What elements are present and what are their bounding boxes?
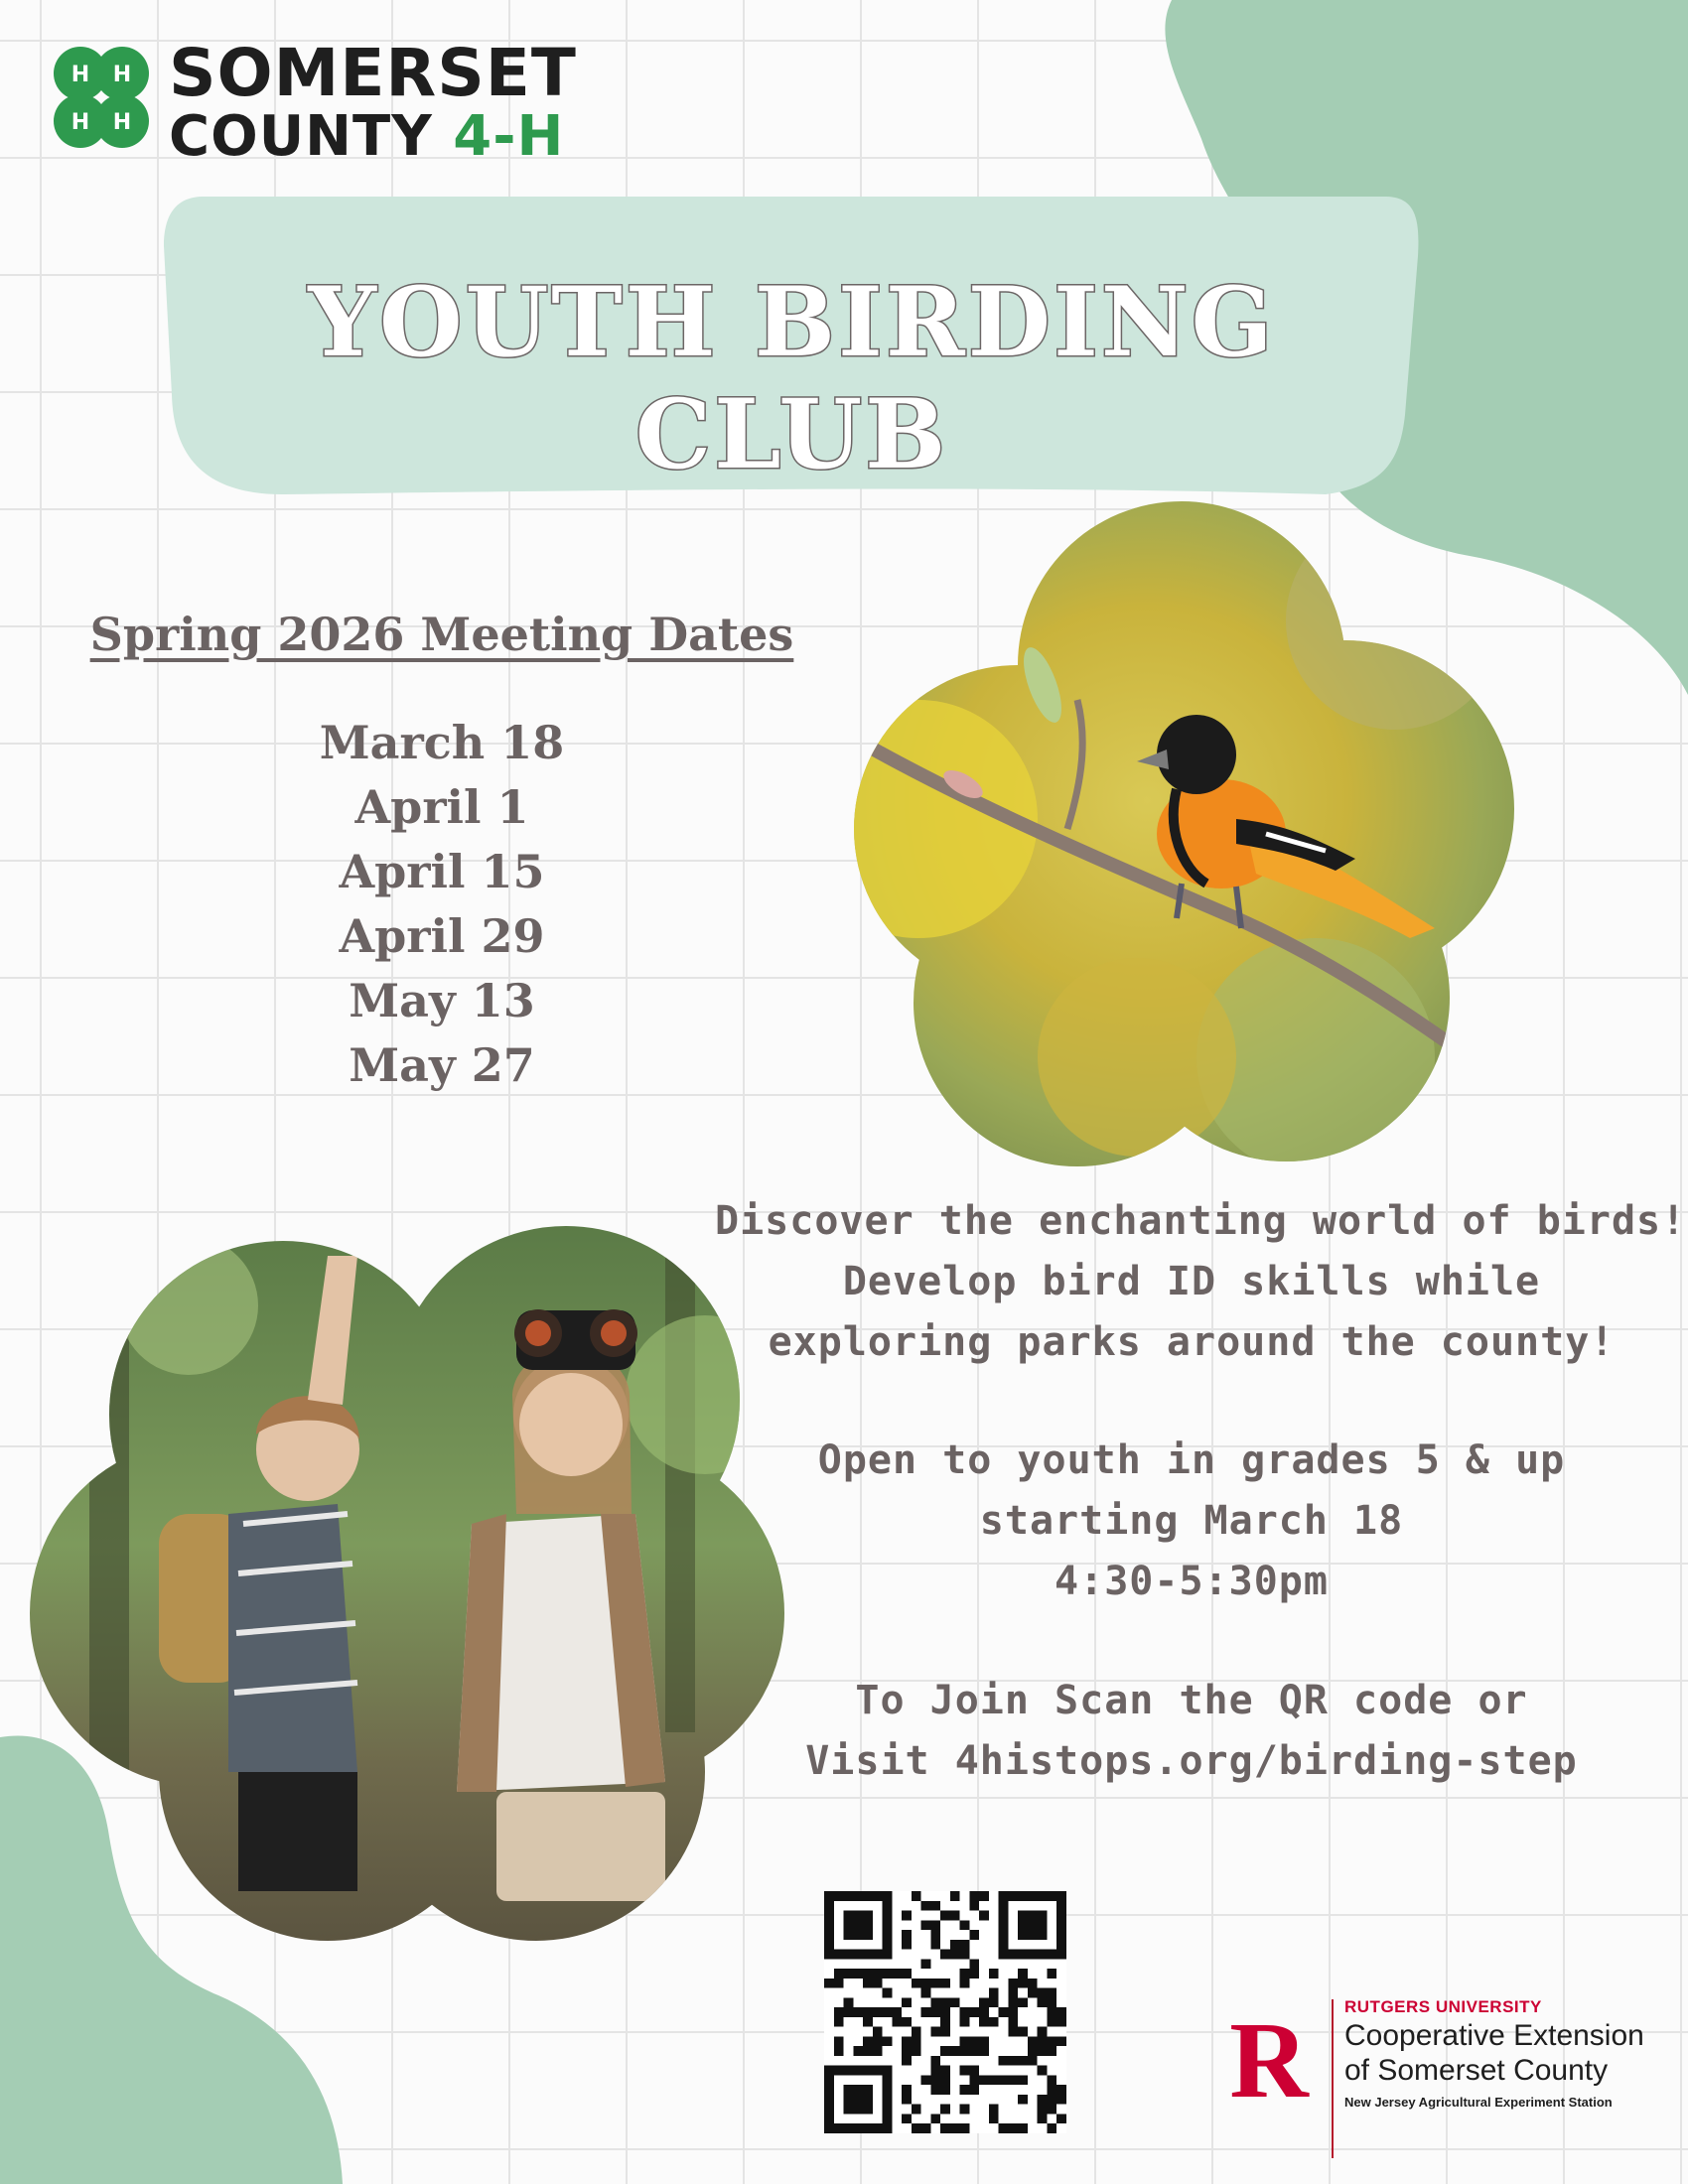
logo-line-1: SOMERSET bbox=[169, 35, 577, 111]
meeting-date: April 15 bbox=[339, 845, 545, 898]
rutgers-cooperative-extension-logo bbox=[1219, 1997, 1676, 2164]
eligibility-info bbox=[715, 1431, 1668, 1612]
logo-line-2-main: COUNTY bbox=[169, 104, 433, 169]
experiment-station-label: New Jersey Agricultural Experiment Station bbox=[1344, 2095, 1613, 2110]
svg-text:R: R bbox=[1229, 2005, 1309, 2105]
meeting-date: April 29 bbox=[339, 909, 545, 963]
join-line: To Join Scan the QR code or bbox=[855, 1678, 1528, 1723]
svg-text:H: H bbox=[70, 110, 90, 135]
about-line: Develop bird ID skills while bbox=[842, 1259, 1541, 1304]
join-instructions bbox=[715, 1671, 1668, 1792]
eligibility-line: starting March 18 bbox=[979, 1498, 1404, 1544]
about-line: Discover the enchanting world of birds! bbox=[715, 1198, 1687, 1244]
meeting-date: May 13 bbox=[349, 974, 535, 1027]
meeting-dates-heading: Spring 2026 Meeting Dates bbox=[89, 608, 794, 661]
page-title: YOUTH BIRDING CLUB bbox=[308, 266, 1276, 490]
eligibility-line: 4:30-5:30pm bbox=[1055, 1559, 1329, 1604]
svg-text:H: H bbox=[112, 110, 132, 135]
children-birding-photo bbox=[30, 1216, 789, 1946]
meeting-date: April 1 bbox=[354, 780, 529, 834]
extension-line-2: of Somerset County bbox=[1344, 2054, 1609, 2087]
meeting-date: March 18 bbox=[319, 716, 565, 769]
about-line: exploring parks around the county! bbox=[768, 1319, 1616, 1365]
logo-line-2 bbox=[169, 105, 564, 169]
baltimore-oriole-photo bbox=[839, 501, 1524, 1166]
somerset-4h-logo bbox=[40, 36, 576, 175]
extension-line-1: Cooperative Extension bbox=[1344, 2019, 1644, 2052]
about-description bbox=[715, 1191, 1687, 1373]
eligibility-line: Open to youth in grades 5 & up bbox=[817, 1437, 1566, 1483]
logo-divider bbox=[1332, 1999, 1334, 2158]
four-leaf-clover-icon bbox=[40, 36, 163, 159]
svg-text:H: H bbox=[112, 63, 132, 87]
rutgers-r-icon bbox=[1219, 2005, 1319, 2105]
rutgers-university-label: RUTGERS UNIVERSITY bbox=[1344, 1997, 1542, 2016]
svg-text:H: H bbox=[70, 63, 90, 87]
logo-line-2-accent: 4-H bbox=[453, 104, 565, 169]
meeting-dates-list bbox=[60, 711, 824, 1098]
join-line: Visit 4histops.org/birding-step bbox=[805, 1738, 1578, 1784]
qr-code[interactable] bbox=[824, 1891, 1066, 2133]
meeting-date: May 27 bbox=[349, 1038, 535, 1092]
